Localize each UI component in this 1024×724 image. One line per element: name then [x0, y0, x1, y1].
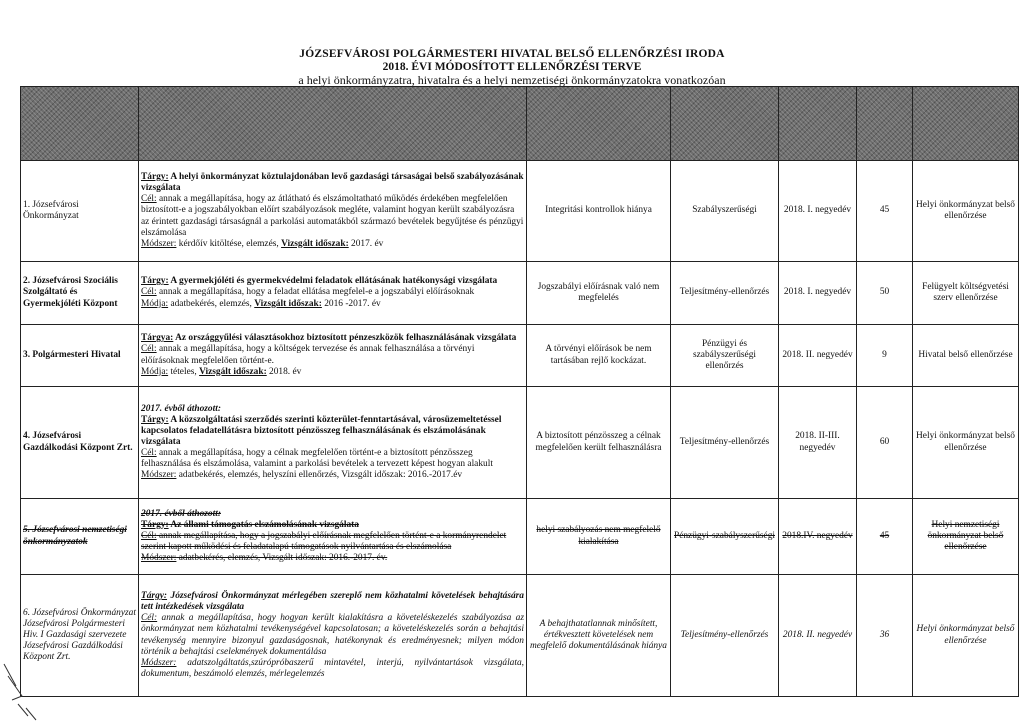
- audit-days: 45: [857, 499, 913, 575]
- audit-days: 36: [857, 575, 913, 697]
- method-text: adatszolgáltatás,szúrópróbaszerű mintavétel, interjú, nyilvántartások vizsgálata, dokumentum, beszámoló elemzés, mérlegelemzés: [141, 657, 524, 679]
- topic-label: Tárgy:: [141, 276, 169, 287]
- audit-topic-cell: [139, 262, 527, 325]
- topic-label: Tárgya:: [141, 333, 174, 344]
- audit-topic-cell: [139, 161, 527, 262]
- table-row: [21, 161, 1019, 262]
- audit-timing: 2018. I. negyedév: [779, 262, 857, 325]
- audit-timing: 2018. II. negyedév: [779, 325, 857, 387]
- goal-text: annak a megállapítása, hogy az átlátható és elszámoltatható működés érdekében megfelelően biztosított-e a jogszabályokban előírt szabályozások megléte, valamint hogyan került szabályozásra az érintett gazdasági társaságnál a parkolási automatákból származó bevételek begyűjtése és pénzügyi elszámolása: [141, 194, 524, 238]
- column-header-risk: [527, 87, 671, 161]
- audit-topic-cell: [139, 387, 527, 499]
- goal-text: annak a megállapítása, hogy a feladat ellátása megfelel-e a jogszabályi előírásoknak: [156, 287, 475, 298]
- topic-text: Az országgyűlési választásokhoz biztosított pénzeszközök felhasználásának vizsgálata: [173, 333, 517, 344]
- method-text: adatbekérés, elemzés,: [168, 298, 255, 309]
- topic-text: Az állami támogatás elszámolásának vizsgálata: [168, 519, 359, 530]
- risk-factor: helyi szabályozás nem megfelelő kialakítása: [527, 499, 671, 575]
- audit-type: Teljesítmény-ellenőrzés: [671, 262, 779, 325]
- goal-text: annak a megállapítása, hogy hogyan került kialakításra a követeléskezelés szabályozása az önkormányzat nem közhatalmi tevékenységével kapcsolatosan; a követeléskezelés során a behajtási tevékenység mennyire bizonyul gazdaságosnak, hatékonynak és eredményesnek; milyen módon történik a behajtási cselekmények dokumentálása: [141, 613, 524, 657]
- method-label: Módszer:: [141, 470, 177, 481]
- method-label: Módszer:: [141, 657, 177, 668]
- audit-type: Pénzügyi-szabályszerűségi: [671, 499, 779, 575]
- audited-entity: 5. Józsefvárosi nemzetiségi önkormányzatok: [21, 499, 139, 575]
- audit-timing: 2018.IV. negyedév: [779, 499, 857, 575]
- audit-topic-cell: [139, 499, 527, 575]
- column-header-entity: [21, 87, 139, 161]
- risk-factor: A biztosított pénzösszeg a célnak megfelelően került felhasználásra: [527, 387, 671, 499]
- table-row: [21, 325, 1019, 387]
- method-text: kérdőív kitöltése, elemzés,: [176, 238, 282, 249]
- goal-label: Cél:: [141, 344, 157, 355]
- goal-text: annak megállapítása, hogy a jogszabályi előírásnak megfelelően történt-e a kormányrendelet szerint kapott működési és feladatalapú támogatások nyilvántartása és elszámolása: [141, 530, 507, 553]
- method-label: Módszer:: [141, 238, 177, 249]
- table-row: [21, 387, 1019, 499]
- period-text: 2017. év: [348, 238, 384, 249]
- audit-comment: Hivatal belső ellenőrzése: [913, 325, 1019, 387]
- goal-text: annak a megállapítása, hogy a célnak megfelelően történt-e a biztosított pénzösszeg felhasználása és elszámolása, valamint a parkolási bevételek a tervezett képest hogyan alakult: [141, 448, 493, 470]
- audit-topic-cell: [139, 575, 527, 697]
- risk-factor: A behajthatatlannak minősített, értékvesztett követelések nem megfelelő dokumentálásának hiánya: [527, 575, 671, 697]
- audit-days: 50: [857, 262, 913, 325]
- table-row: [21, 262, 1019, 325]
- period-text: 2016 -2017. év: [321, 298, 381, 309]
- audit-comment: Helyi nemzetiségi önkormányzat belső ellenőrzése: [913, 499, 1019, 575]
- carried-over-label: 2017. évből áthozott:: [141, 508, 221, 519]
- audit-days: 45: [857, 161, 913, 262]
- audit-comment: Helyi önkormányzat belső ellenőrzése: [913, 161, 1019, 262]
- topic-text: A gyermekjóléti és gyermekvédelmi feladatok ellátásának hatékonysági vizsgálata: [168, 276, 498, 287]
- plan-scope: a helyi önkormányzatra, hivatalra és a helyi nemzetiségi önkormányzatokra vonatkozóan: [298, 73, 726, 87]
- audited-entity: 2. Józsefvárosi Szociális Szolgáltató és Gyermekjóléti Központ: [21, 262, 139, 325]
- topic-text: Józsefvárosi Önkormányzat mérlegében szereplő nem közhatalmi követelések behajtására tett intézkedések vizsgálata: [141, 591, 524, 613]
- table-header-row: [21, 87, 1019, 161]
- document-header: [0, 48, 1024, 87]
- period-label: Vizsgált időszak:: [199, 366, 267, 377]
- period-label: Vizsgált időszak:: [281, 238, 349, 249]
- audited-entity: 1. Józsefvárosi Önkormányzat: [21, 161, 139, 262]
- audit-plan-table: [20, 86, 1019, 697]
- audit-type: Teljesítmény-ellenőrzés: [671, 387, 779, 499]
- column-header-comment: [913, 87, 1019, 161]
- handwritten-mark: [2, 656, 42, 722]
- audit-type: Pénzügyi és szabályszerűségi ellenőrzés: [671, 325, 779, 387]
- audit-comment: Helyi önkormányzat belső ellenőrzése: [913, 387, 1019, 499]
- audit-comment: Helyi önkormányzat belső ellenőrzése: [913, 575, 1019, 697]
- method-label: Módja:: [141, 366, 169, 377]
- topic-label: Tárgy:: [141, 519, 169, 530]
- risk-factor: Jogszabályi előírásnak való nem megfelelés: [527, 262, 671, 325]
- goal-text: annak a megállapítása, hogy a költségek tervezése és annak felhasználása a törvényi előírásoknak megfelelően történt-e.: [141, 344, 475, 366]
- column-header-type: [671, 87, 779, 161]
- goal-label: Cél:: [141, 287, 157, 298]
- audit-type: Teljesítmény-ellenőrzés: [671, 575, 779, 697]
- method-text: adatbekérés, elemzés, Vizsgált időszak: 2016.-2017. év.: [176, 553, 388, 564]
- topic-text: A helyi önkormányzat köztulajdonában levő gazdasági társaságai belső szabályozásának vizsgálata: [141, 172, 524, 194]
- audit-type: Szabályszerűségi: [671, 161, 779, 262]
- audit-comment: Felügyelt költségvetési szerv ellenőrzése: [913, 262, 1019, 325]
- audit-days: 60: [857, 387, 913, 499]
- audit-timing: 2018. II-III. negyedév: [779, 387, 857, 499]
- topic-text: A közszolgáltatási szerződés szerinti közterület-fenntartásával, városüzemeltetéssel kapcsolatos feladatellátásra biztosított pénzösszeg felhasználásának és elszámolásának vizsgálata: [141, 414, 502, 447]
- audit-timing: 2018. I. negyedév: [779, 161, 857, 262]
- goal-label: Cél:: [141, 530, 157, 541]
- period-label: Vizsgált időszak:: [254, 298, 322, 309]
- risk-factor: A törvényi előírások be nem tartásában rejlő kockázat.: [527, 325, 671, 387]
- audit-topic-cell: [139, 325, 527, 387]
- goal-label: Cél:: [141, 448, 157, 459]
- method-label: Módja:: [141, 298, 169, 309]
- topic-label: Tárgy:: [141, 172, 169, 183]
- column-header-topic: [139, 87, 527, 161]
- audited-entity: 3. Polgármesteri Hivatal: [21, 325, 139, 387]
- topic-label: Tárgy:: [141, 414, 169, 425]
- period-text: 2018. év: [266, 366, 302, 377]
- office-title: JÓZSEFVÁROSI POLGÁRMESTERI HIVATAL BELSŐ ELLENŐRZÉSI IRODA: [299, 48, 725, 60]
- topic-label: Tárgy:: [141, 591, 168, 602]
- method-text: adatbekérés, elemzés, helyszíni ellenőrzés, Vizsgált időszak: 2016.-2017.év: [176, 470, 463, 481]
- risk-factor: Integritási kontrollok hiánya: [527, 161, 671, 262]
- carried-over-label: 2017. évből áthozott:: [141, 403, 221, 414]
- column-header-timing: [779, 87, 857, 161]
- audited-entity: 6. Józsefvárosi Önkormányzat Józsefvárosi Polgármesteri Hiv. I Gazdasági szervezete Józsefvárosi Gazdálkodási Központ Zrt.: [21, 575, 139, 697]
- audited-entity: 4. Józsefvárosi Gazdálkodási Központ Zrt.: [21, 387, 139, 499]
- audit-days: 9: [857, 325, 913, 387]
- table-row-struck: [21, 499, 1019, 575]
- goal-label: Cél:: [141, 194, 157, 205]
- column-header-days: [857, 87, 913, 161]
- method-label: Módszer:: [141, 553, 177, 564]
- method-text: tételes,: [168, 366, 200, 377]
- goal-label: Cél:: [141, 613, 158, 624]
- table-row: [21, 575, 1019, 697]
- audit-timing: 2018. II. negyedév: [779, 575, 857, 697]
- plan-title: 2018. ÉVI MÓDOSÍTOTT ELLENŐRZÉSI TERVE: [382, 61, 642, 73]
